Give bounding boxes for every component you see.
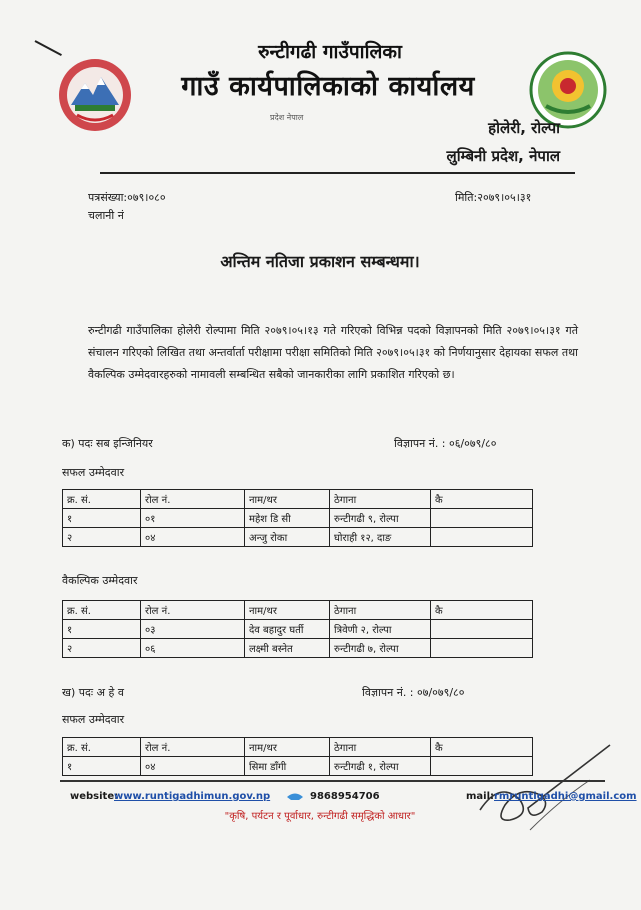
table-row: [63, 509, 533, 528]
col-name: नाम/थर: [245, 738, 330, 757]
cell-serial: १: [63, 620, 141, 639]
col-serial: क्र. सं.: [63, 738, 141, 757]
cell-address: रुन्टीगढी ७, रोल्पा: [330, 639, 431, 658]
phone-number: 9868954706: [310, 791, 380, 802]
cell-name: अन्जु रोका: [245, 528, 330, 547]
section-a-alternate-table: [62, 600, 533, 658]
col-roll: रोल नं.: [141, 738, 245, 757]
dispatch-number: चलानी नं: [88, 209, 124, 222]
cell-roll: ०३: [141, 620, 245, 639]
website-link[interactable]: www.runtigadhimun.gov.np: [114, 791, 271, 802]
pen-stroke-mark: [35, 40, 62, 56]
cell-remarks: [431, 639, 533, 658]
emblem-caption: प्रदेश नेपाल: [270, 113, 304, 122]
section-b-successful-table: [62, 737, 533, 776]
table-row: [63, 528, 533, 547]
section-a-post: क) पदः सब इन्जिनियर: [62, 437, 153, 450]
office-title: गाउँ कार्यपालिकाको कार्यालय: [181, 71, 475, 102]
section-b-successful-label: सफल उम्मेदवार: [62, 713, 125, 726]
phone-icon: [286, 792, 304, 802]
cell-remarks: [431, 509, 533, 528]
table-header-row: [63, 738, 533, 757]
cell-serial: १: [63, 757, 141, 776]
reference-number: पत्रसंख्या:०७९।०८०: [88, 191, 166, 204]
col-address: ठेगाना: [330, 490, 431, 509]
col-serial: क्र. सं.: [63, 490, 141, 509]
table-header-row: [63, 601, 533, 620]
col-address: ठेगाना: [330, 738, 431, 757]
col-roll: रोल नं.: [141, 601, 245, 620]
cell-name: देव बहादुर घर्ती: [245, 620, 330, 639]
section-b-post: ख) पदः अ हे व: [62, 686, 124, 699]
section-a-successful-label: सफल उम्मेदवार: [62, 466, 125, 479]
signature-mark: [470, 740, 620, 835]
cell-name: सिमा डाँगी: [245, 757, 330, 776]
cell-name: महेश डि सी: [245, 509, 330, 528]
cell-roll: ०४: [141, 528, 245, 547]
cell-remarks: [431, 620, 533, 639]
table-header-row: [63, 490, 533, 509]
col-remarks: कै: [431, 738, 533, 757]
table-row: [63, 757, 533, 776]
cell-serial: २: [63, 528, 141, 547]
col-remarks: कै: [431, 601, 533, 620]
letter-body: रुन्टीगढी गाउँपालिका होलेरी रोल्पामा मिति २०७९।०५।१३ गते गरिएको विभिन्न पदको विज्ञापनको मिति २०७९।०५।३१ गते संचालन गरिएको लिखित तथा अन्तर्वार्ता परीक्षामा परीक्षा समितिको मिति २०७९।०५।३१ को निर्णयानुसार देहायका सफल तथा वैकल्पिक उम्मेदवारहरुको नामावली सम्बन्धित सबैको जानकारीका लागि प्रकाशित गरिएको छ।: [88, 324, 578, 381]
letter-date: मिति:२०७९।०५।३१: [455, 191, 532, 204]
col-address: ठेगाना: [330, 601, 431, 620]
letter-subject: अन्तिम नतिजा प्रकाशन सम्बन्धमा।: [220, 252, 420, 271]
cell-serial: १: [63, 509, 141, 528]
address-line-1: होलेरी, रोल्पा: [488, 119, 560, 137]
cell-serial: २: [63, 639, 141, 658]
col-name: नाम/थर: [245, 490, 330, 509]
section-b-advert: विज्ञापन नं. : ०७/०७९/८०: [362, 686, 465, 699]
mail-link[interactable]: rmruntigadhi@gmail.com: [494, 791, 637, 802]
footer-divider: [60, 780, 605, 782]
cell-roll: ०१: [141, 509, 245, 528]
section-a-alternate-label: वैकल्पिक उम्मेदवार: [62, 574, 138, 587]
header-divider: [100, 172, 575, 174]
col-roll: रोल नं.: [141, 490, 245, 509]
cell-address: रुन्टीगढी १, रोल्पा: [330, 757, 431, 776]
cell-roll: ०४: [141, 757, 245, 776]
slogan: "कृषि, पर्यटन र पूर्वाधार, रुन्टीगढी समृद्धिको आधार": [224, 811, 416, 822]
cell-address: रुन्टीगढी ९, रोल्पा: [330, 509, 431, 528]
col-serial: क्र. सं.: [63, 601, 141, 620]
municipality-name: रुन्टीगढी गाउँपालिका: [258, 41, 402, 63]
col-remarks: कै: [431, 490, 533, 509]
mail-label: mail:: [466, 791, 495, 802]
website-label: website:: [70, 791, 119, 802]
cell-address: घोराही १२, दाङ: [330, 528, 431, 547]
cell-roll: ०६: [141, 639, 245, 658]
cell-name: लक्ष्मी बस्नेत: [245, 639, 330, 658]
section-a-advert: विज्ञापन नं. : ०६/०७९/८०: [394, 437, 497, 450]
table-row: [63, 620, 533, 639]
address-line-2: लुम्बिनी प्रदेश, नेपाल: [446, 147, 560, 165]
section-a-successful-table: [62, 489, 533, 547]
cell-remarks: [431, 528, 533, 547]
table-row: [63, 639, 533, 658]
col-name: नाम/थर: [245, 601, 330, 620]
cell-address: त्रिवेणी २, रोल्पा: [330, 620, 431, 639]
nepal-emblem-icon: [55, 55, 135, 135]
